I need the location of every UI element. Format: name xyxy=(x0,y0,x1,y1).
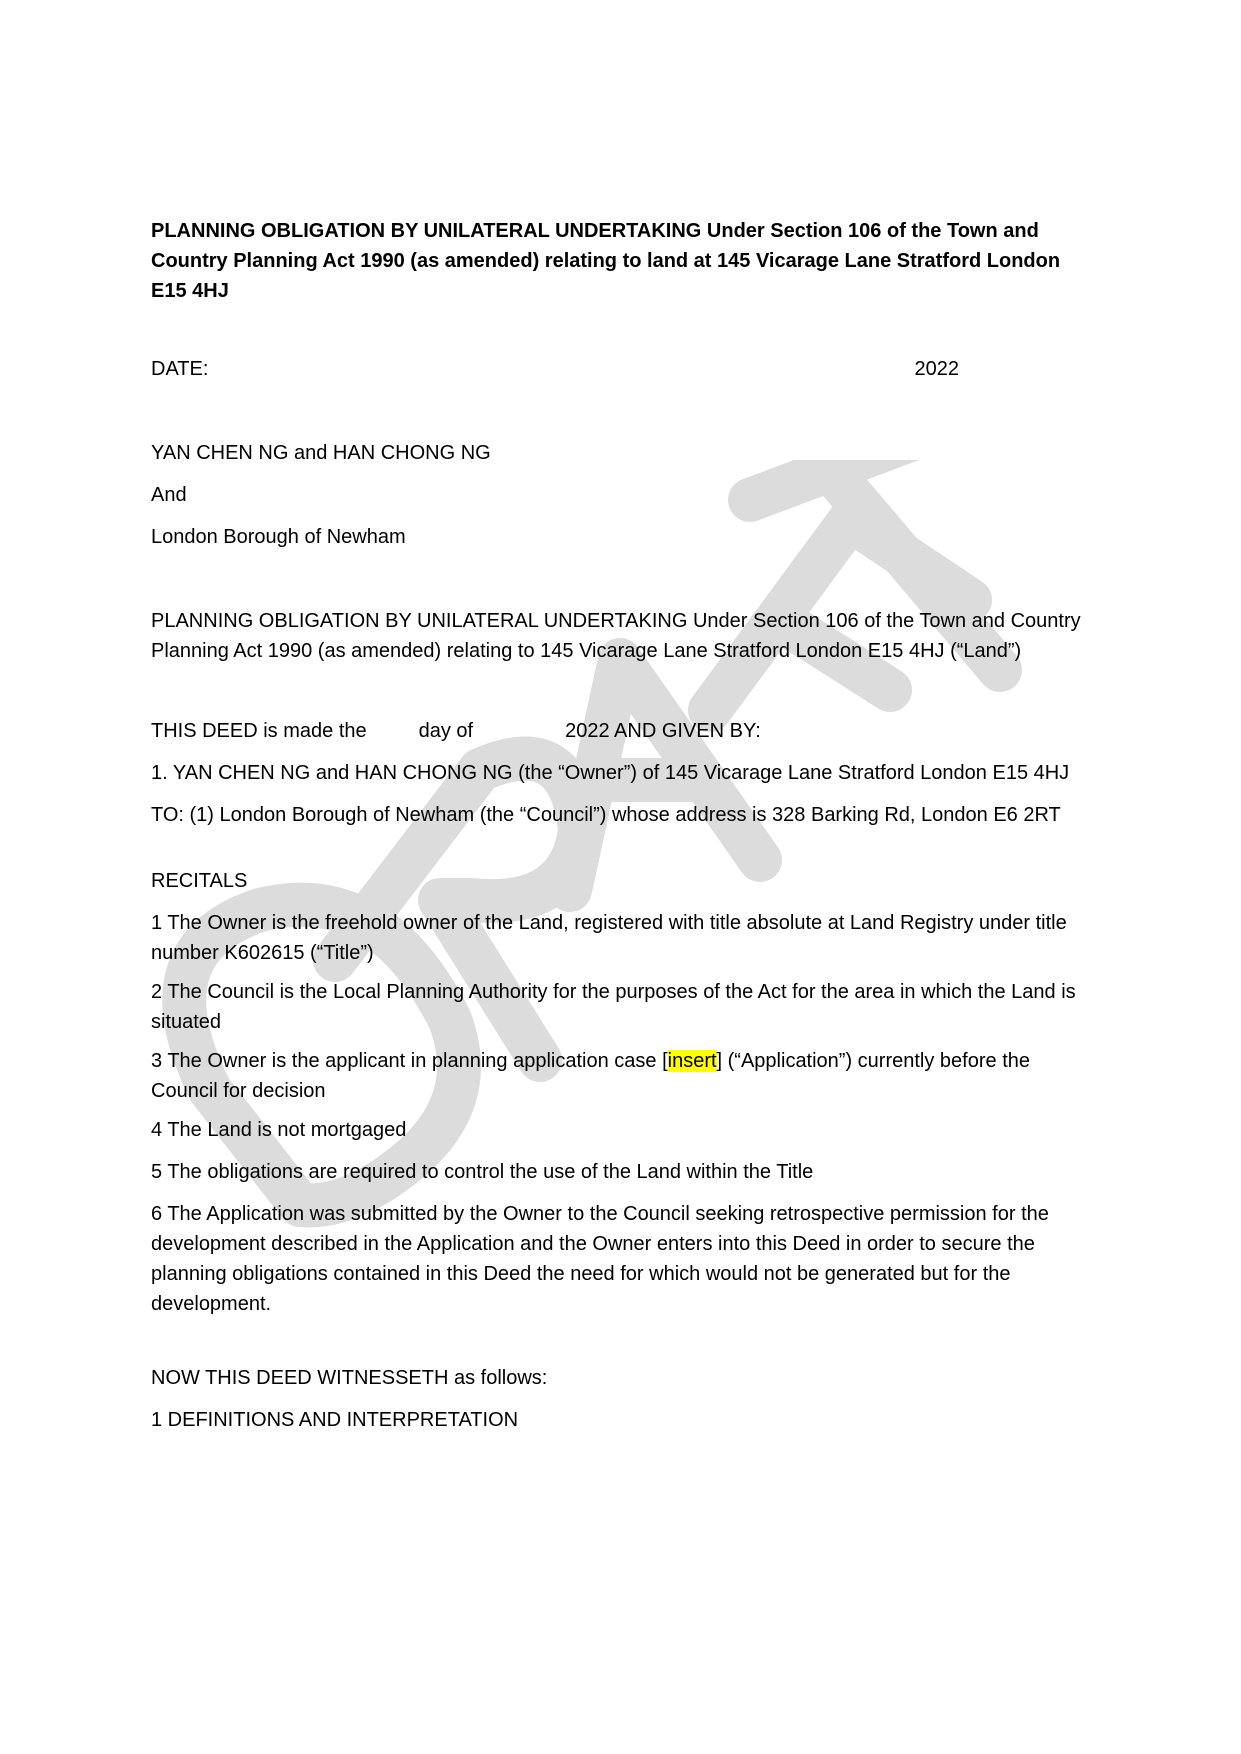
given-by: 1. YAN CHEN NG and HAN CHONG NG (the “Owner”) of 145 Vicarage Lane Stratford London E15 4HJ xyxy=(151,762,1070,784)
witnesseth-line: NOW THIS DEED WITNESSETH as follows: xyxy=(151,1367,548,1389)
recital-5: 5 The obligations are required to control the use of the Land within the Title xyxy=(151,1161,814,1183)
deed-line-part-c: 2022 AND GIVEN BY: xyxy=(565,720,761,742)
party-and: And xyxy=(151,484,187,506)
party-2: London Borough of Newham xyxy=(151,526,406,548)
party-1: YAN CHEN NG and HAN CHONG NG xyxy=(151,442,491,464)
to-line-prefix: TO: (1) London Borough of Newham (the “Council”) whose address is xyxy=(151,804,773,826)
obligation-heading: PLANNING OBLIGATION BY UNILATERAL UNDERTAKING Under Section 106 of the Town and Country Planning Act 1990 (as amended) relating to 145 Vicarage Lane Stratford London E15 4HJ (“Land”) xyxy=(151,610,1081,662)
recital-4: 4 The Land is not mortgaged xyxy=(151,1119,407,1141)
section-1-heading: 1 DEFINITIONS AND INTERPRETATION xyxy=(151,1409,519,1431)
recital-3-after: ] (“Application”) currently before the Council for decision xyxy=(151,1050,1030,1102)
document-title: PLANNING OBLIGATION BY UNILATERAL UNDERTAKING Under Section 106 of the Town and Country Planning Act 1990 (as amended) relating to land at 145 Vicarage Lane Stratford London E15 4HJ xyxy=(151,220,1061,302)
council-address: 328 Barking Rd, London E6 2RT xyxy=(772,804,1061,826)
date-year: 2022 xyxy=(914,358,959,380)
recital-2: 2 The Council is the Local Planning Authority for the purposes of the Act for the area in which the Land is situated xyxy=(151,981,1076,1033)
recital-1: 1 The Owner is the freehold owner of the Land, registered with title absolute at Land Registry under title number K602615 (“Title”) xyxy=(151,912,1067,964)
recital-3-before: 3 The Owner is the applicant in planning application case [ xyxy=(151,1050,668,1072)
deed-line-part-b: day of xyxy=(418,720,474,742)
deed-line xyxy=(151,716,1101,746)
insert-placeholder-highlight: insert xyxy=(667,1050,717,1072)
recital-6: 6 The Application was submitted by the Owner to the Council seeking retrospective permission for the development described in the Application and the Owner enters into this Deed in order to secure the planning obligations contained in this Deed the need for which would not be generated but for the development. xyxy=(151,1203,1049,1315)
date-row xyxy=(151,354,959,384)
recital-3 xyxy=(151,1046,1101,1106)
recitals-heading: RECITALS xyxy=(151,870,248,892)
to-line xyxy=(151,800,1101,830)
deed-line-part-a: THIS DEED is made the xyxy=(151,720,367,742)
date-label: DATE: xyxy=(151,358,209,380)
